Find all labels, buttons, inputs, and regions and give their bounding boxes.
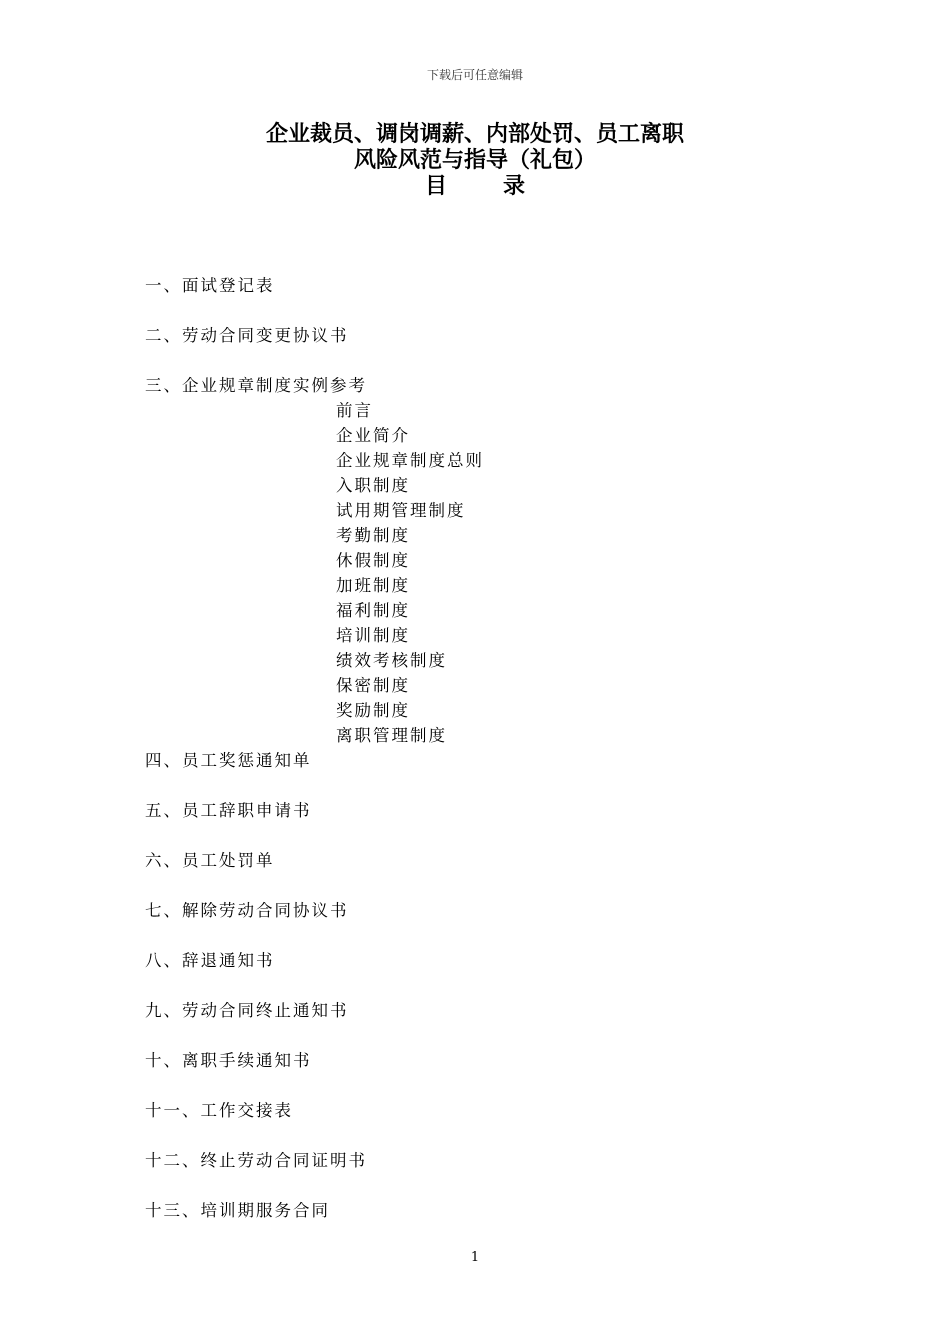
toc-sub-item: 奖励制度 [336, 701, 410, 720]
toc-item: 七、解除劳动合同协议书 [145, 901, 349, 920]
toc-item: 一、面试登记表 [145, 276, 275, 295]
toc-sub-item: 离职管理制度 [336, 726, 447, 745]
toc-item: 二、劳动合同变更协议书 [145, 326, 349, 345]
toc-sub-item: 入职制度 [336, 476, 410, 495]
toc-item: 十三、培训期服务合同 [145, 1201, 330, 1220]
toc-item: 十二、终止劳动合同证明书 [145, 1151, 367, 1170]
toc-item: 四、员工奖惩通知单 [145, 751, 312, 770]
toc-item-group [145, 373, 845, 748]
toc-sub-item: 福利制度 [336, 601, 410, 620]
toc-sub-item: 培训制度 [336, 626, 410, 645]
title-line-2: 风险风范与指导（礼包） [353, 148, 596, 173]
header-note: 下载后可任意编辑 [426, 68, 523, 82]
toc-sub-item: 考勤制度 [336, 526, 410, 545]
toc-sub-item: 企业简介 [336, 426, 410, 445]
toc-item: 三、企业规章制度实例参考 [145, 376, 367, 395]
toc-sub-item: 绩效考核制度 [336, 651, 447, 670]
toc-item: 九、劳动合同终止通知书 [145, 1001, 349, 1020]
table-of-contents [145, 273, 845, 1248]
toc-item: 十一、工作交接表 [145, 1101, 293, 1120]
toc-item: 八、辞退通知书 [145, 951, 275, 970]
document-title [0, 122, 950, 200]
title-line-1: 企业裁员、调岗调薪、内部处罚、员工离职 [265, 122, 684, 147]
toc-item: 五、员工辞职申请书 [145, 801, 312, 820]
page-number: 1 [470, 1250, 480, 1265]
toc-sub-list [336, 398, 845, 748]
toc-sub-item: 试用期管理制度 [336, 501, 466, 520]
toc-sub-item: 前言 [336, 401, 373, 420]
toc-item: 十、离职手续通知书 [145, 1051, 312, 1070]
toc-item: 六、员工处罚单 [145, 851, 275, 870]
toc-heading [0, 174, 950, 200]
toc-sub-item: 加班制度 [336, 576, 410, 595]
toc-sub-item: 休假制度 [336, 551, 410, 570]
toc-sub-item: 企业规章制度总则 [336, 451, 484, 470]
toc-heading-char-1: 目 [424, 174, 447, 199]
toc-heading-char-2: 录 [503, 174, 526, 199]
toc-sub-item: 保密制度 [336, 676, 410, 695]
